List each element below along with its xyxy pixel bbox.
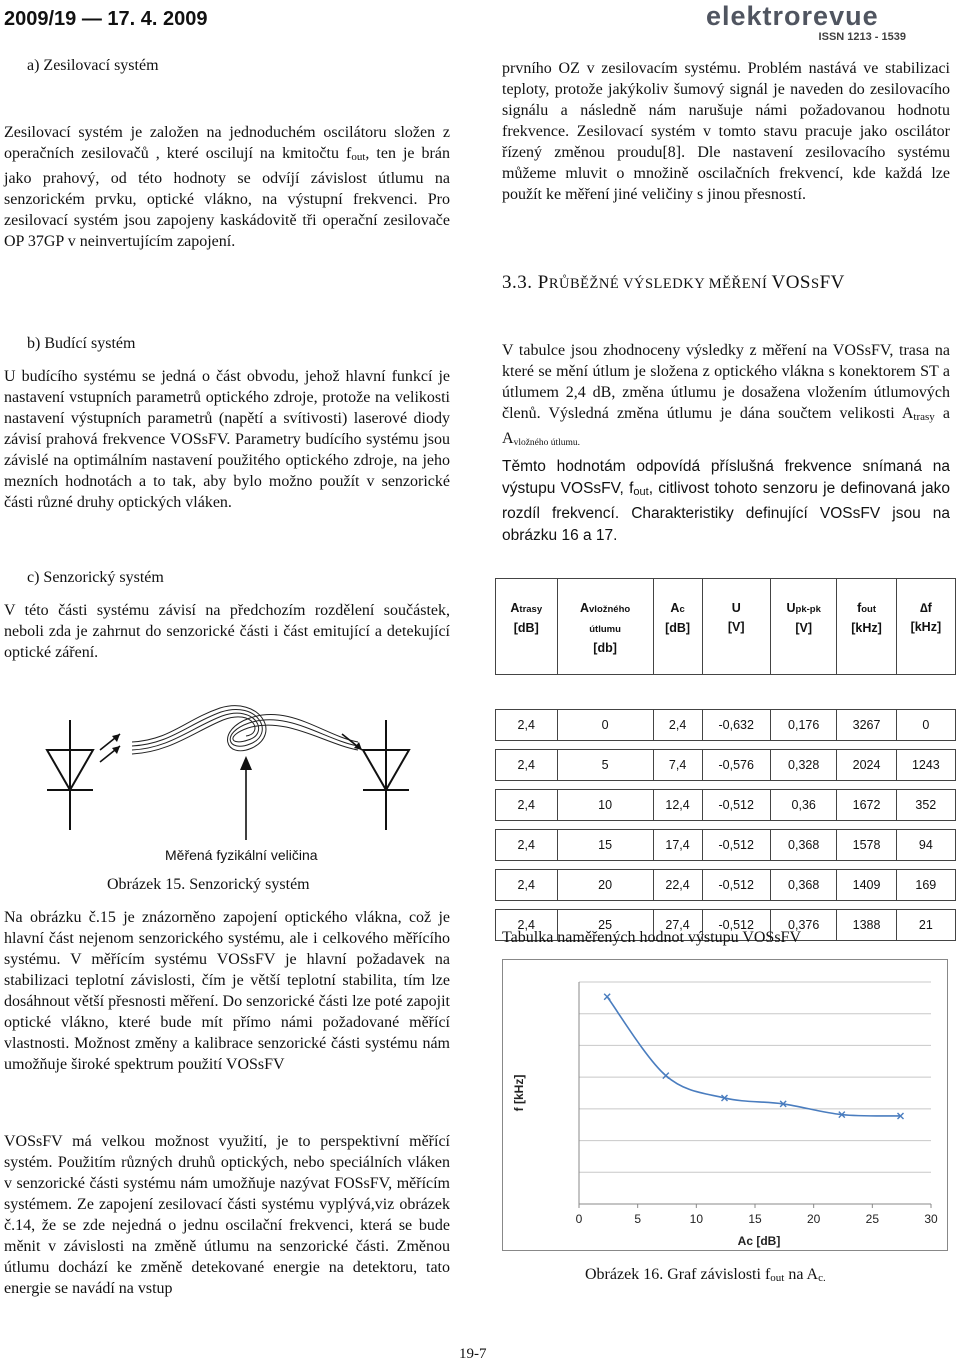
table-cell: 2024 <box>837 750 896 781</box>
table-cell: -0,512 <box>702 790 770 821</box>
heading-number: 3.3. <box>502 272 538 293</box>
heading-text: S <box>811 276 820 292</box>
table-row <box>496 710 956 741</box>
table-cell: 17,4 <box>653 830 702 861</box>
x-tick-label: 10 <box>689 1212 704 1226</box>
emitter-diode-icon <box>47 720 120 830</box>
table-cell: 12,4 <box>653 790 702 821</box>
table-cell: 1243 <box>896 750 955 781</box>
table-cell: 0 <box>557 710 653 741</box>
frequency-vs-attenuation-chart <box>503 960 947 1250</box>
heading-text: P <box>537 272 549 293</box>
section-a-title: a) Zesilovací systém <box>27 57 159 74</box>
table-cell: 0,328 <box>770 750 836 781</box>
table-cell: 1409 <box>837 870 896 901</box>
subscript: out <box>351 151 366 163</box>
text: na A <box>784 1266 819 1283</box>
section-c-title: c) Senzorický systém <box>27 569 164 586</box>
header-f-out: fout [kHz] <box>837 579 896 675</box>
header-u: U [V] <box>702 579 770 675</box>
table-header-row <box>496 579 956 675</box>
table-cell: 1672 <box>837 790 896 821</box>
x-tick-label: 0 <box>575 1212 583 1226</box>
table-row <box>496 870 956 901</box>
text: , ten je brán jako prahový, od této hodnoty se odvíjí závislost útlumu na senzorickém prvku, optické vlákno, na výstupní frekvenci. Pro zesilovací systém jsou zapojeny kaskádovitě tři operační zesilovače OP 37GP v neinvertujícím zapojení. <box>4 145 450 250</box>
table-cell: 2,4 <box>496 710 558 741</box>
table-row <box>496 790 956 821</box>
table-cell: -0,512 <box>702 910 770 941</box>
chart-frame <box>502 959 948 1251</box>
journal-logo <box>706 2 930 43</box>
heading-text: VOS <box>771 272 811 293</box>
figure-16-caption <box>585 1266 826 1284</box>
table-intro-paragraph <box>502 340 950 454</box>
table-spacer-row <box>496 861 956 870</box>
table-row <box>496 750 956 781</box>
table-cell: -0,632 <box>702 710 770 741</box>
section-c-paragraph: V této části systému závisí na předchozím rozdělení součástek, neboli zda je zahrnut do senzorické části i část emitující a detekující optické záření. <box>4 602 450 661</box>
table-cell: 22,4 <box>653 870 702 901</box>
spacer-cell <box>496 675 956 710</box>
x-axis-label: Ac [dB] <box>737 1234 781 1248</box>
figure-15-caption: Obrázek 15. Senzorický systém <box>107 876 310 893</box>
table-cell: 0,376 <box>770 910 836 941</box>
arrow-head-icon <box>240 756 252 770</box>
table-cell: 352 <box>896 790 955 821</box>
heading-text: FV <box>819 272 845 293</box>
page-number: 19-7 <box>459 1346 487 1362</box>
table-spacer-row <box>496 821 956 830</box>
text: Obrázek 16. Graf závislosti f <box>585 1266 771 1283</box>
results-table <box>495 578 956 941</box>
detector-diode-icon <box>342 720 409 830</box>
table-cell: -0,512 <box>702 830 770 861</box>
text: a A <box>502 405 950 447</box>
section-a-paragraph <box>4 122 450 252</box>
x-tick-label: 30 <box>924 1212 938 1226</box>
table-cell: 169 <box>896 870 955 901</box>
table-cell: 2,4 <box>496 750 558 781</box>
table-cell: 5 <box>557 750 653 781</box>
table-cell: 27,4 <box>653 910 702 941</box>
table-cell: 1578 <box>837 830 896 861</box>
table-cell: 7,4 <box>653 750 702 781</box>
subscript: out <box>770 1272 785 1284</box>
table-cell: -0,576 <box>702 750 770 781</box>
header-delta-f: ∆f [kHz] <box>896 579 955 675</box>
table-cell: 20 <box>557 870 653 901</box>
section-b-paragraph: U budícího systému se jedná o část obvodu, jehož hlavní funkcí je nastavení vstupních parametrů optického zdroje, protože na velikosti nastavení výstupních parametrů (napětí a svítivosti) laserové diody závisí prahová frekvence VOSsFV. Parametry budícího systému jsou závislé na optimálním nastavení použitého optického zdroje, na jeho mezních hodnotách a to tak, aby bylo možno použít v senzorické části různé druhy optických vláken. <box>4 368 450 511</box>
subscript: out <box>633 486 649 498</box>
subscript: trasy <box>913 411 935 423</box>
spacer-cell <box>496 741 956 750</box>
text: , citlivost tohoto senzoru je definovaná jako rozdíl frekvencí. Charakteristiky definující VOSsFV jsou na obrázku 16 a 17. <box>502 480 950 544</box>
table-spacer-row <box>496 781 956 790</box>
sensor-system-diagram <box>20 690 460 870</box>
table-cell: 2,4 <box>496 830 558 861</box>
table-row <box>496 830 956 861</box>
table-cell: 21 <box>896 910 955 941</box>
table-cell: 2,4 <box>496 910 558 941</box>
table-cell: 94 <box>896 830 955 861</box>
text: Těmto hodnotám odpovídá příslušná frekvence snímaná na výstupu VOSsFV, f <box>502 458 950 497</box>
table-cell: 25 <box>557 910 653 941</box>
table-spacer-row <box>496 741 956 750</box>
text: Zesilovací systém je založen na jednoduchém oscilátoru složen z operačních zesilovačů , které oscilují na kmitočtu f <box>4 124 450 162</box>
table-cell: 0 <box>896 710 955 741</box>
figure-15-paragraph: Na obrázku č.15 je znázorněno zapojení optického vlákna, což je hlavní část nejenom senzorického systému, ale i celkového měřícího systému. V měřícím systému VOSsFV je hlavní požadavek na stabilizaci teplotní závislosti, čím je větší teplotní stabilita, tím lze dosáhnout větší přesnosti měření. Do senzorické části lze poté zapojit optické vlákno, které bude mít přímo námi požadované měřící vlastnosti. Možnost změny a kalibrace senzorické části systému nám umožňuje široké spektrum použití VOSsFV <box>4 909 450 1073</box>
issue-date: 2009/19 — 17. 4. 2009 <box>4 8 208 30</box>
subscript: vložného útlumu. <box>513 438 581 448</box>
logo-text: elektrorevue <box>706 1 879 31</box>
issn: ISSN 1213 - 1539 <box>818 31 906 43</box>
table-cell: 0,36 <box>770 790 836 821</box>
x-tick-label: 5 <box>634 1212 642 1226</box>
table-cell: -0,512 <box>702 870 770 901</box>
table-cell: 2,4 <box>496 790 558 821</box>
table-cell: 0,176 <box>770 710 836 741</box>
header-a-trasy: Atrasy [dB] <box>496 579 558 675</box>
table-cell: 3267 <box>837 710 896 741</box>
table-cell: 15 <box>557 830 653 861</box>
x-tick-label: 25 <box>865 1212 880 1226</box>
spacer-cell <box>496 781 956 790</box>
table-cell: 1388 <box>837 910 896 941</box>
subscript: c. <box>818 1272 826 1284</box>
table-cell: 0,368 <box>770 830 836 861</box>
heading-text: RŮBĚŽNÉ VÝSLEDKY MĚŘENÍ <box>548 276 772 292</box>
section-3-3-heading <box>502 272 845 294</box>
header-a-vlozneho: Avložného útlumu [db] <box>557 579 653 675</box>
spacer-cell <box>496 901 956 910</box>
table-spacer-row <box>496 901 956 910</box>
measured-quantity-label: Měřená fyzikální veličina <box>165 847 318 863</box>
header-a-c: Ac [dB] <box>653 579 702 675</box>
frequency-paragraph <box>502 456 950 547</box>
section-b-title: b) Budící systém <box>27 335 136 352</box>
vossfv-paragraph: VOSsFV má velkou možnost využití, je to perspektivní měřící systém. Použitím různých druhů optických, nebo speciálních vláken v senzorické části systému nám umožňuje nazývat FOSsFV, měřícím systémem. Ze zapojení zesilovací části systému vyplývá,viz obrázek č.14, že se zde nejedná o jednu oscilační frekvenci, která se bude měnit v závislosti na změně útlumu na senzorické části. Změnou útlumu dochází ke změně detekované energie na detektoru, tato energie se navádí na vstup <box>4 1133 450 1297</box>
spacer-cell <box>496 821 956 830</box>
table-cell: 2,4 <box>496 870 558 901</box>
x-tick-label: 15 <box>748 1212 762 1226</box>
table-cell: 10 <box>557 790 653 821</box>
continued-paragraph: prvního OZ v zesilovacím systému. Problém nastává ve stabilizaci teploty, protože jakýkoliv šumový signál je naveden do zesilovacího signálu a následně nám narušuje námi požadovanou hodnotu frekvence. Zesilovací systém v tomto stavu pracuje jako oscilátor řízený změnou proudu[8]. Dle nastavení zesilovacího systému můžeme mluvit o množině oscilačních frekvencí, kde každá lze použít ke měření jiné veličiny s jinou přesností. <box>502 60 950 203</box>
optical-fiber-loop <box>132 706 358 754</box>
series-line <box>607 997 900 1116</box>
x-tick-label: 20 <box>806 1212 821 1226</box>
table-spacer-row <box>496 675 956 710</box>
header-u-pkpk: Upk-pk [V] <box>770 579 836 675</box>
spacer-cell <box>496 861 956 870</box>
table-cell: 2,4 <box>653 710 702 741</box>
table-caption: Tabulka naměřených hodnot výstupu VOSsFV <box>502 929 801 946</box>
text: V tabulce jsou zhodnoceny výsledky z měření na VOSsFV, trasa na které se mění útlum je složena z optického vlákna s konektorem ST a útlumem 2,4 dB, změna útlumu je dosažena vložením útlumových členů. Výsledná změna útlumu je dána součtem velikosti A <box>502 342 950 422</box>
y-axis-label: f [kHz] <box>512 1074 526 1112</box>
table-cell: 0,368 <box>770 870 836 901</box>
